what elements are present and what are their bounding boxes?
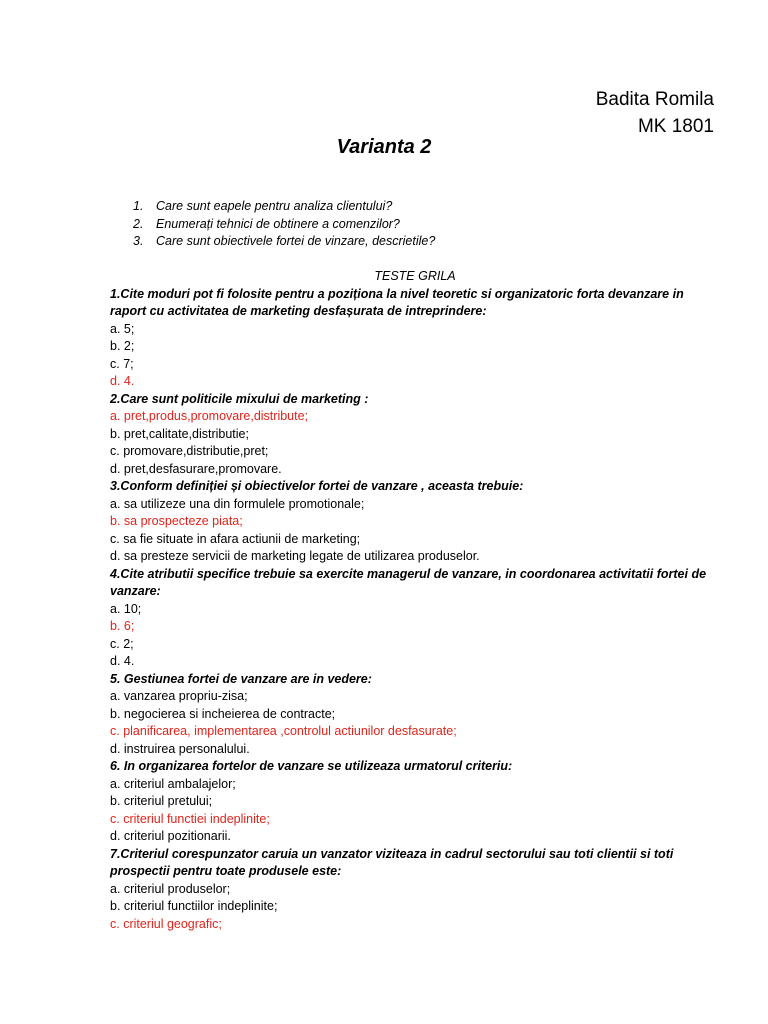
answer-option: c. 7;	[110, 356, 134, 371]
answer-option: a. vanzarea propriu-zisa;	[110, 689, 248, 703]
test-question: 3.Conform definiției și obiectivelor fortei de vanzare , aceasta trebuie:	[110, 479, 524, 493]
author-block	[596, 86, 714, 140]
answer-option-correct: b. sa prospecteze piata;	[110, 514, 243, 528]
test-question: 4.Cite atributii specifice trebuie sa exercite managerul de vanzare, in coordonarea activitatii fortei de vanzare:	[110, 566, 707, 598]
open-question	[133, 198, 435, 216]
page-title: Varianta 2	[336, 136, 432, 158]
author-name: Badita Romila	[595, 89, 714, 110]
answer-option-correct: c. planificarea, implementarea ,controlul actiunilor desfasurate;	[110, 724, 457, 738]
open-question	[133, 233, 435, 251]
answer-option: d. criteriul pozitionarii.	[110, 829, 231, 843]
question-number: 3.	[133, 234, 144, 248]
answer-option-correct: c. criteriul geografic;	[110, 916, 222, 931]
answer-option: b. pret,calitate,distributie;	[110, 426, 249, 441]
answer-option: d. 4.	[110, 654, 135, 668]
answer-option: a. 10;	[110, 601, 142, 616]
answer-option: d. sa presteze servicii de marketing legate de utilizarea produselor.	[110, 549, 480, 563]
question-number: 1.	[133, 199, 144, 213]
question-text: Care sunt eapele pentru analiza clientului?	[156, 199, 393, 213]
test-question: 1.Cite moduri pot fi folosite pentru a poziționa la nivel teoretic si organizatoric forta devanzare in raport cu activitatea de marketing desfașurata de intreprindere:	[110, 286, 684, 318]
multiple-choice-tests	[110, 268, 720, 933]
test-question: 7.Criteriul corespunzator caruia un vanzator viziteaza in cadrul sectorului sau toti clientii si toti prospectii pentru toate produsele este:	[110, 846, 674, 878]
answer-option: b. 2;	[110, 339, 135, 353]
answer-option: c. sa fie situate in afara actiunii de marketing;	[110, 531, 361, 546]
answer-option: a. 5;	[110, 321, 135, 336]
test-question: 6. In organizarea fortelor de vanzare se utilizeaza urmatorul criteriu:	[110, 759, 513, 773]
question-text: Care sunt obiectivele fortei de vinzare, descrietile?	[156, 234, 436, 248]
answer-option: c. 2;	[110, 636, 134, 651]
answer-option: d. instruirea personalului.	[110, 741, 250, 756]
answer-option: b. criteriul functiilor indeplinite;	[110, 899, 278, 913]
test-question: 2.Care sunt politicile mixului de marketing :	[110, 391, 369, 406]
open-questions-list	[133, 198, 435, 251]
author-group: MK 1801	[637, 116, 714, 137]
answer-option: b. criteriul pretului;	[110, 794, 213, 808]
question-number: 2.	[133, 216, 144, 231]
answer-option: a. criteriul ambalajelor;	[110, 776, 236, 791]
answer-option-correct: c. criteriul functiei indeplinite;	[110, 811, 270, 826]
answer-option: b. negocierea si incheierea de contracte;	[110, 706, 336, 721]
answer-option-correct: d. 4.	[110, 374, 135, 388]
open-question	[133, 216, 435, 234]
tests-heading: TESTE GRILA	[374, 269, 456, 283]
answer-option-correct: a. pret,produs,promovare,distribute;	[110, 409, 309, 423]
test-question: 5. Gestiunea fortei de vanzare are in vedere:	[110, 671, 372, 686]
question-text: Enumerați tehnici de obtinere a comenzilor?	[156, 216, 400, 231]
answer-option: d. pret,desfasurare,promovare.	[110, 461, 282, 476]
answer-option: a. sa utilizeze una din formulele promotionale;	[110, 496, 365, 511]
answer-option: a. criteriul produselor;	[110, 881, 231, 896]
answer-option: c. promovare,distributie,pret;	[110, 444, 269, 458]
answer-option-correct: b. 6;	[110, 619, 135, 633]
